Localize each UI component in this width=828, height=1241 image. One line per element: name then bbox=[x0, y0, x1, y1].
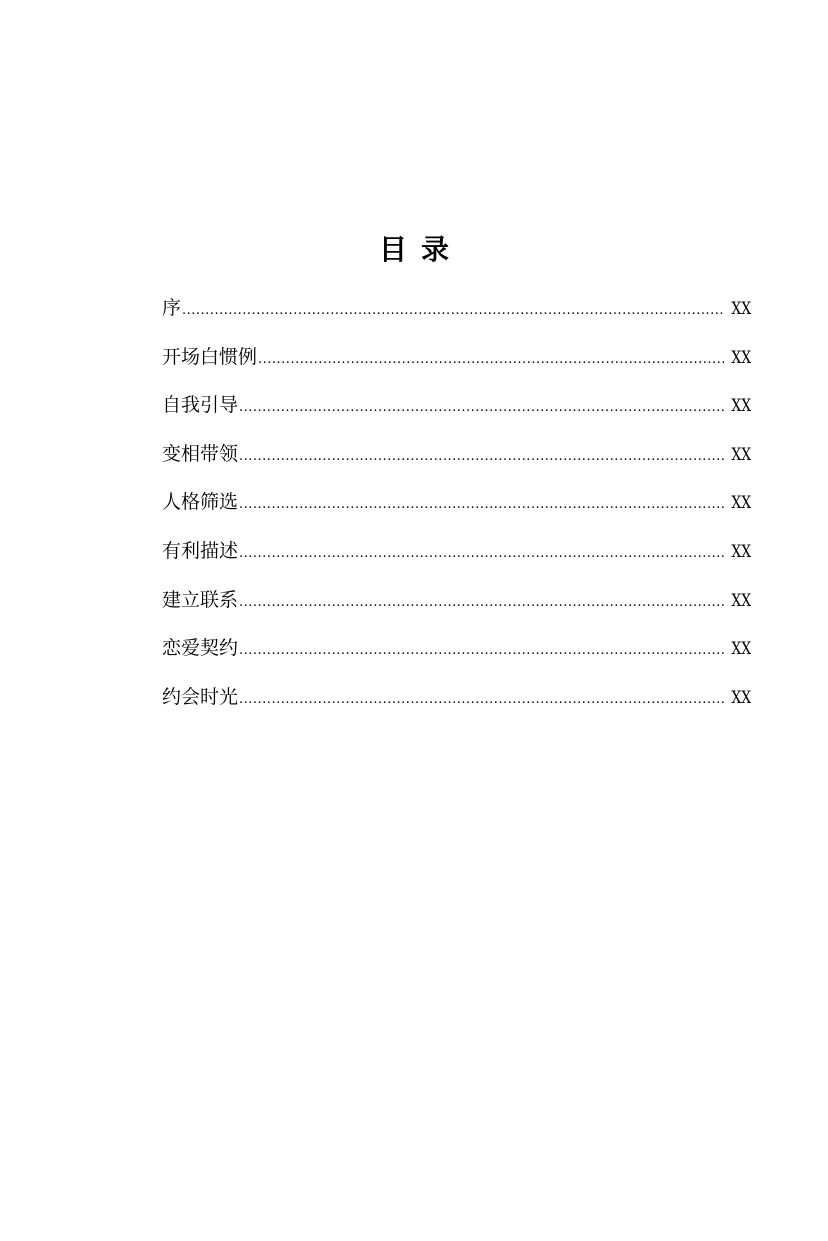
toc-entry-label: 人格筛选 bbox=[162, 491, 239, 514]
toc-entry[interactable] bbox=[162, 675, 751, 724]
toc-entry-page: XX bbox=[731, 639, 751, 660]
toc-entry[interactable] bbox=[162, 432, 751, 481]
toc-title-part-2: 录 bbox=[421, 233, 450, 266]
toc-entry-page: XX bbox=[731, 347, 751, 368]
toc-dot-leader bbox=[258, 338, 725, 382]
toc-entry[interactable] bbox=[162, 578, 751, 627]
toc-dot-leader bbox=[239, 581, 725, 625]
toc-entry-label: 有利描述 bbox=[162, 539, 239, 562]
toc-dot-leader bbox=[239, 386, 725, 430]
toc-entry-page: XX bbox=[731, 590, 751, 611]
toc-entry-page: XX bbox=[731, 541, 751, 562]
toc-entry[interactable] bbox=[162, 383, 751, 432]
toc-entry[interactable] bbox=[162, 335, 751, 384]
toc-entry[interactable] bbox=[162, 286, 751, 335]
toc-entry-label: 自我引导 bbox=[162, 394, 239, 417]
toc-entry-label: 变相带领 bbox=[162, 442, 239, 465]
toc-entry-page: XX bbox=[731, 493, 751, 514]
toc-dot-leader bbox=[239, 678, 725, 722]
toc-entry-page: XX bbox=[731, 687, 751, 708]
toc-entry[interactable] bbox=[162, 480, 751, 529]
toc-entry-page: XX bbox=[731, 396, 751, 417]
toc-entry[interactable] bbox=[162, 626, 751, 675]
toc-entry-page: XX bbox=[731, 299, 751, 319]
toc-dot-leader bbox=[239, 435, 725, 479]
toc-dot-leader bbox=[239, 629, 725, 673]
toc-title bbox=[0, 226, 828, 274]
toc-dot-leader bbox=[182, 289, 725, 333]
toc-entry-label: 约会时光 bbox=[162, 685, 239, 708]
toc-entry-page: XX bbox=[731, 444, 751, 465]
toc-entry-label: 建立联系 bbox=[162, 588, 239, 611]
toc-entry-label: 恋爱契约 bbox=[162, 637, 239, 660]
toc-list bbox=[162, 286, 751, 723]
toc-entry-label: 开场白惯例 bbox=[162, 345, 258, 368]
toc-dot-leader bbox=[239, 532, 725, 576]
toc-entry-label: 序 bbox=[162, 297, 182, 319]
toc-title-part-1: 目 bbox=[378, 233, 407, 266]
toc-dot-leader bbox=[239, 483, 725, 527]
toc-entry[interactable] bbox=[162, 529, 751, 578]
